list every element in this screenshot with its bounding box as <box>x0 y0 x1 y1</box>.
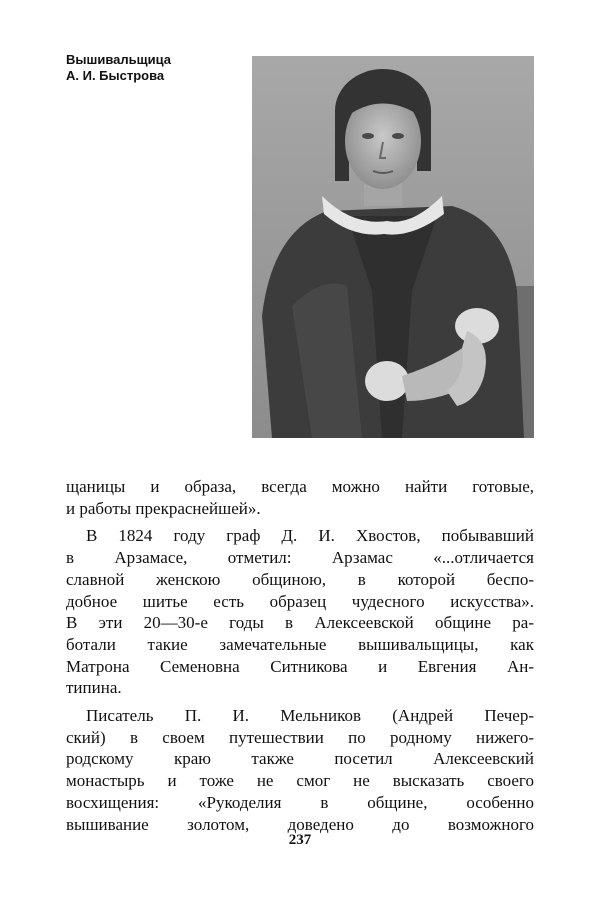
text-line: монастырь и тоже не смог не высказать своего <box>66 771 534 791</box>
text-line: В эти 20—30-е годы в Алексеевской общине ра- <box>66 613 534 633</box>
body-text <box>66 476 534 835</box>
text-line: ский) в своем путешествии по родному нижего- <box>66 727 534 747</box>
portrait-photo <box>252 56 534 438</box>
text-line: Матрона Семеновна Ситникова и Евгения Ан- <box>66 656 534 676</box>
text-line: щаницы и образа, всегда можно найти готовые, <box>66 477 534 496</box>
text-line: в Арзамасе, отметил: Арзамас «...отличается <box>66 548 534 568</box>
paragraph-khvostov <box>66 525 534 699</box>
text-line: Писатель П. И. Мельников (Андрей Печер- <box>86 706 534 726</box>
text-line: В 1824 году граф Д. И. Хвостов, побывавший <box>86 526 534 546</box>
page-number: 237 <box>288 832 312 848</box>
caption-line-1: Вышивальщица <box>66 52 171 67</box>
text-line: восхищения: «Рукоделия в общине, особенно <box>66 792 534 812</box>
text-line: родскому краю также посетил Алексеевский <box>66 749 534 769</box>
figure-caption <box>66 52 171 84</box>
text-line: ботали такие замечательные вышивальщицы, как <box>66 634 534 654</box>
caption-line-2: А. И. Быстрова <box>66 68 165 83</box>
text-line: вышивание золотом, доведено до возможного <box>66 814 534 834</box>
text-line: и работы прекраснейшей». <box>66 498 261 518</box>
text-line: добное шитье есть образец чудесного искусства». <box>66 591 534 611</box>
portrait-image <box>252 56 534 438</box>
paragraph-continuation <box>66 476 534 519</box>
text-line: славной женскою общиною, в которой беспо- <box>66 569 534 589</box>
text-line: типина. <box>66 678 122 698</box>
paragraph-melnikov <box>66 705 534 835</box>
